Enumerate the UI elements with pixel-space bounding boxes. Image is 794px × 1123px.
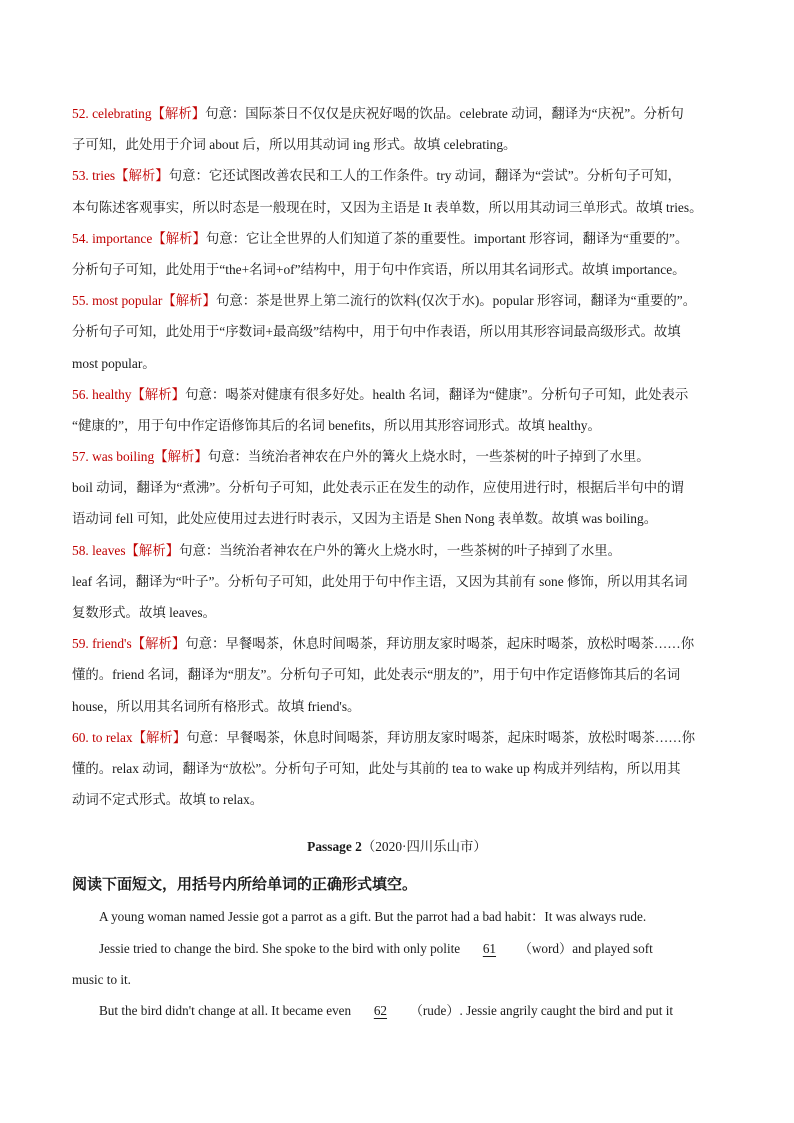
answer-text: 子可知，此处用于介词 about 后，所以用其动词 ing 形式。故填 celebrating。 [72,137,517,153]
answer-line [72,223,722,254]
paragraph-2-text-b: （word）and played soft [518,940,653,956]
paragraph-2-text-a: Jessie tried to change the bird. She spoke to the bird with only polite [99,940,461,956]
paragraph-3-text-b: （rude）. Jessie angrily caught the bird and put it [409,1002,674,1018]
answer-line [72,441,722,472]
passage-paragraph-2-cont: music to it. [72,971,131,987]
answer-line [72,722,722,753]
answer-line [72,566,722,597]
passage-title [72,829,722,865]
document-page [72,98,722,1026]
answer-text: 句意：当统治者神农在户外的篝火上烧水时，一些茶树的叶子掉到了水里。 [207,449,650,465]
analysis-tag: 【解析】 [125,542,180,558]
answer-line [72,784,722,815]
answer-text: 分析句子可知，此处用于“序数词+最高级”结构中，用于句中作表语，所以用其形容词最高级形式。故填 [72,324,681,340]
answer-key: 58. leaves [72,542,126,558]
answer-key: 59. friend's [72,636,132,652]
analysis-tag: 【解析】 [151,106,206,121]
answer-text: 句意：它让全世界的人们知道了茶的重要性。important 形容词，翻译为“重要的”。 [205,230,689,246]
passage-paragraph-2 [72,933,722,964]
answer-line [72,503,722,534]
answer-key: 57. was boiling [72,449,155,465]
answer-line [72,379,722,410]
answer-text: “健康的”，用于句中作定语修饰其后的名词 benefits，所以用其形容词形式。故填 healthy。 [72,417,601,433]
answer-key: 54. importance [72,230,153,246]
answer-line [72,597,722,628]
answer-text: 句意：国际茶日不仅仅是庆祝好喝的饮品。celebrate 动词，翻译为“庆祝”。分析句 [205,106,684,121]
answer-text: 动词不定式形式。故填 to relax。 [72,792,264,808]
answer-line [72,285,722,316]
analysis-tag: 【解析】 [154,449,208,465]
answer-text: 句意：它还试图改善农民和工人的工作条件。try 动词，翻译为“尝试”。分析句子可知， [168,168,681,184]
analysis-tag: 【解析】 [131,636,186,652]
passage-paragraph-3 [72,995,722,1026]
answer-line [72,254,722,285]
answer-key: 60. to relax [72,729,133,745]
answer-explanations [72,98,722,815]
answer-text: 句意：喝茶对健康有很多好处。health 名词，翻译为“健康”。分析句子可知，此处表示 [185,386,689,402]
answer-text: 语动词 fell 可知，此处应使用过去进行时表示，又因为主语是 Shen Nong 表单数。故填 was boiling。 [72,511,658,527]
answer-text: 分析句子可知，此处用于“the+名词+of”结构中，用于句中作宾语，所以用其名词形式。故填 importance。 [72,261,686,277]
instruction: 阅读下面短文，用括号内所给单词的正确形式填空。 [72,875,418,894]
answer-text: leaf 名词，翻译为“叶子”。分析句子可知，此处用于句中作主语，又因为其前有 sone 修饰，所以用其名词 [72,573,688,589]
answer-key: 52. celebrating [72,106,152,121]
answer-text: house，所以用其名词所有格形式。故填 friend's。 [72,698,361,714]
answer-line [72,535,722,566]
answer-line [72,316,722,347]
answer-text: 句意：早餐喝茶，休息时间喝茶，拜访朋友家时喝茶，起床时喝茶，放松时喝茶……你 [185,636,695,652]
answer-key: 56. healthy [72,386,132,402]
answer-text: 句意：当统治者神农在户外的篝火上烧水时，一些茶树的叶子掉到了水里。 [179,542,621,558]
answer-line [72,628,722,659]
answer-line [72,659,722,690]
blank-61[interactable]: 61 [482,940,497,956]
analysis-tag: 【解析】 [115,168,169,184]
analysis-tag: 【解析】 [132,729,187,745]
answer-line [72,691,722,722]
answer-line [72,98,722,129]
answer-text: 句意：茶是世界上第二流行的饮料(仅次于水)。popular 形容词，翻译为“重要的”。 [215,293,697,309]
passage-paragraph-1: A young woman named Jessie got a parrot as a gift. But the parrot had a bad habit：It was always rude. [99,909,647,925]
answer-text: boil 动词，翻译为“煮沸”。分析句子可知，此处表示正在发生的动作，应使用进行时，根据后半句中的谓 [72,480,684,496]
blank-62[interactable]: 62 [373,1002,388,1018]
analysis-tag: 【解析】 [152,230,206,246]
analysis-tag: 【解析】 [131,386,186,402]
answer-key: 53. tries [72,168,116,184]
answer-line [72,348,722,379]
analysis-tag: 【解析】 [162,293,216,309]
answer-text: most popular。 [72,355,156,371]
answer-text: 句意：早餐喝茶，休息时间喝茶，拜访朋友家时喝茶，起床时喝茶，放松时喝茶……你 [186,729,696,745]
answer-line [72,129,722,160]
answer-line [72,472,722,503]
passage-title-source: （2020·四川乐山市） [361,839,487,855]
answer-text: 复数形式。故填 leaves。 [72,605,216,620]
answer-key: 55. most popular [72,293,163,309]
answer-line [72,753,722,784]
answer-text: 懂的。relax 动词，翻译为“放松”。分析句子可知，此处与其前的 tea to wake up 构成并列结构，所以用其 [72,760,681,776]
answer-line [72,160,722,191]
answer-text: 懂的。friend 名词，翻译为“朋友”。分析句子可知，此处表示“朋友的”，用于句中作定语修饰其后的名词 [72,667,681,683]
answer-text: 本句陈述客观事实，所以时态是一般现在时，又因为主语是 It 表单数，所以用其动词三单形式。故填 tries。 [72,199,703,215]
answer-line [72,410,722,441]
passage-title-bold: Passage 2 [307,839,362,855]
paragraph-3-text-a: But the bird didn't change at all. It became even [99,1002,352,1018]
answer-line [72,192,722,223]
